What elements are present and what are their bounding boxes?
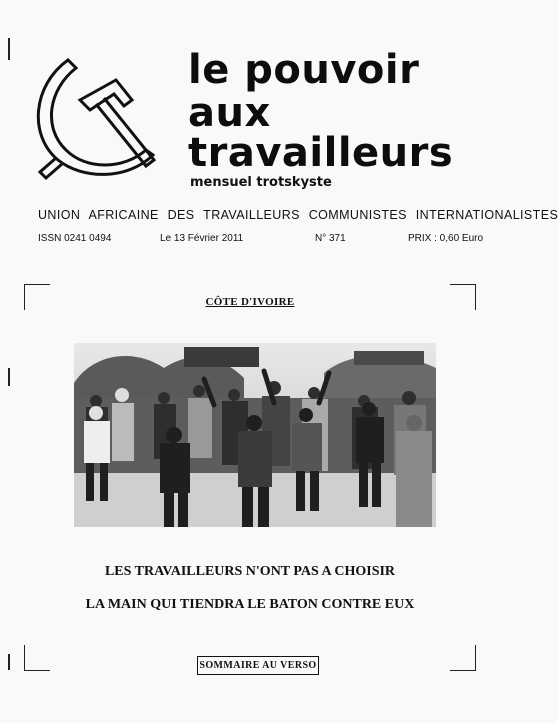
price: PRIX : 0,60 Euro xyxy=(408,233,484,244)
protest-photo xyxy=(74,343,436,527)
margin-tick xyxy=(8,368,10,386)
issue-date: Le 13 Février 2011 xyxy=(160,233,244,244)
headline-line: LES TRAVAILLEURS N'ONT PAS A CHOISIR xyxy=(104,564,396,579)
sommaire-box: SOMMAIRE AU VERSO xyxy=(197,656,319,675)
masthead-title-line: le pouvoir xyxy=(188,47,420,93)
hammer-and-sickle-icon xyxy=(28,40,178,190)
crop-mark-bottom-left xyxy=(24,645,50,671)
margin-tick xyxy=(8,654,10,670)
masthead-title-line: aux xyxy=(188,90,271,136)
organization-name: UNION AFRICAINE DES TRAVAILLEURS COMMUNISTES INTERNATIONALISTES xyxy=(38,208,558,222)
headline-line: LA MAIN QUI TIENDRA LE BATON CONTRE EUX xyxy=(85,597,415,612)
section-title: CÔTE D'IVOIRE xyxy=(205,296,295,308)
issn: ISSN 0241 0494 xyxy=(38,233,112,244)
masthead-title-line: travailleurs xyxy=(188,130,454,176)
crop-mark-bottom-right xyxy=(450,645,476,671)
margin-tick xyxy=(8,38,10,60)
masthead-subtitle: mensuel trotskyste xyxy=(190,175,332,190)
issue-number: N° 371 xyxy=(315,233,346,244)
